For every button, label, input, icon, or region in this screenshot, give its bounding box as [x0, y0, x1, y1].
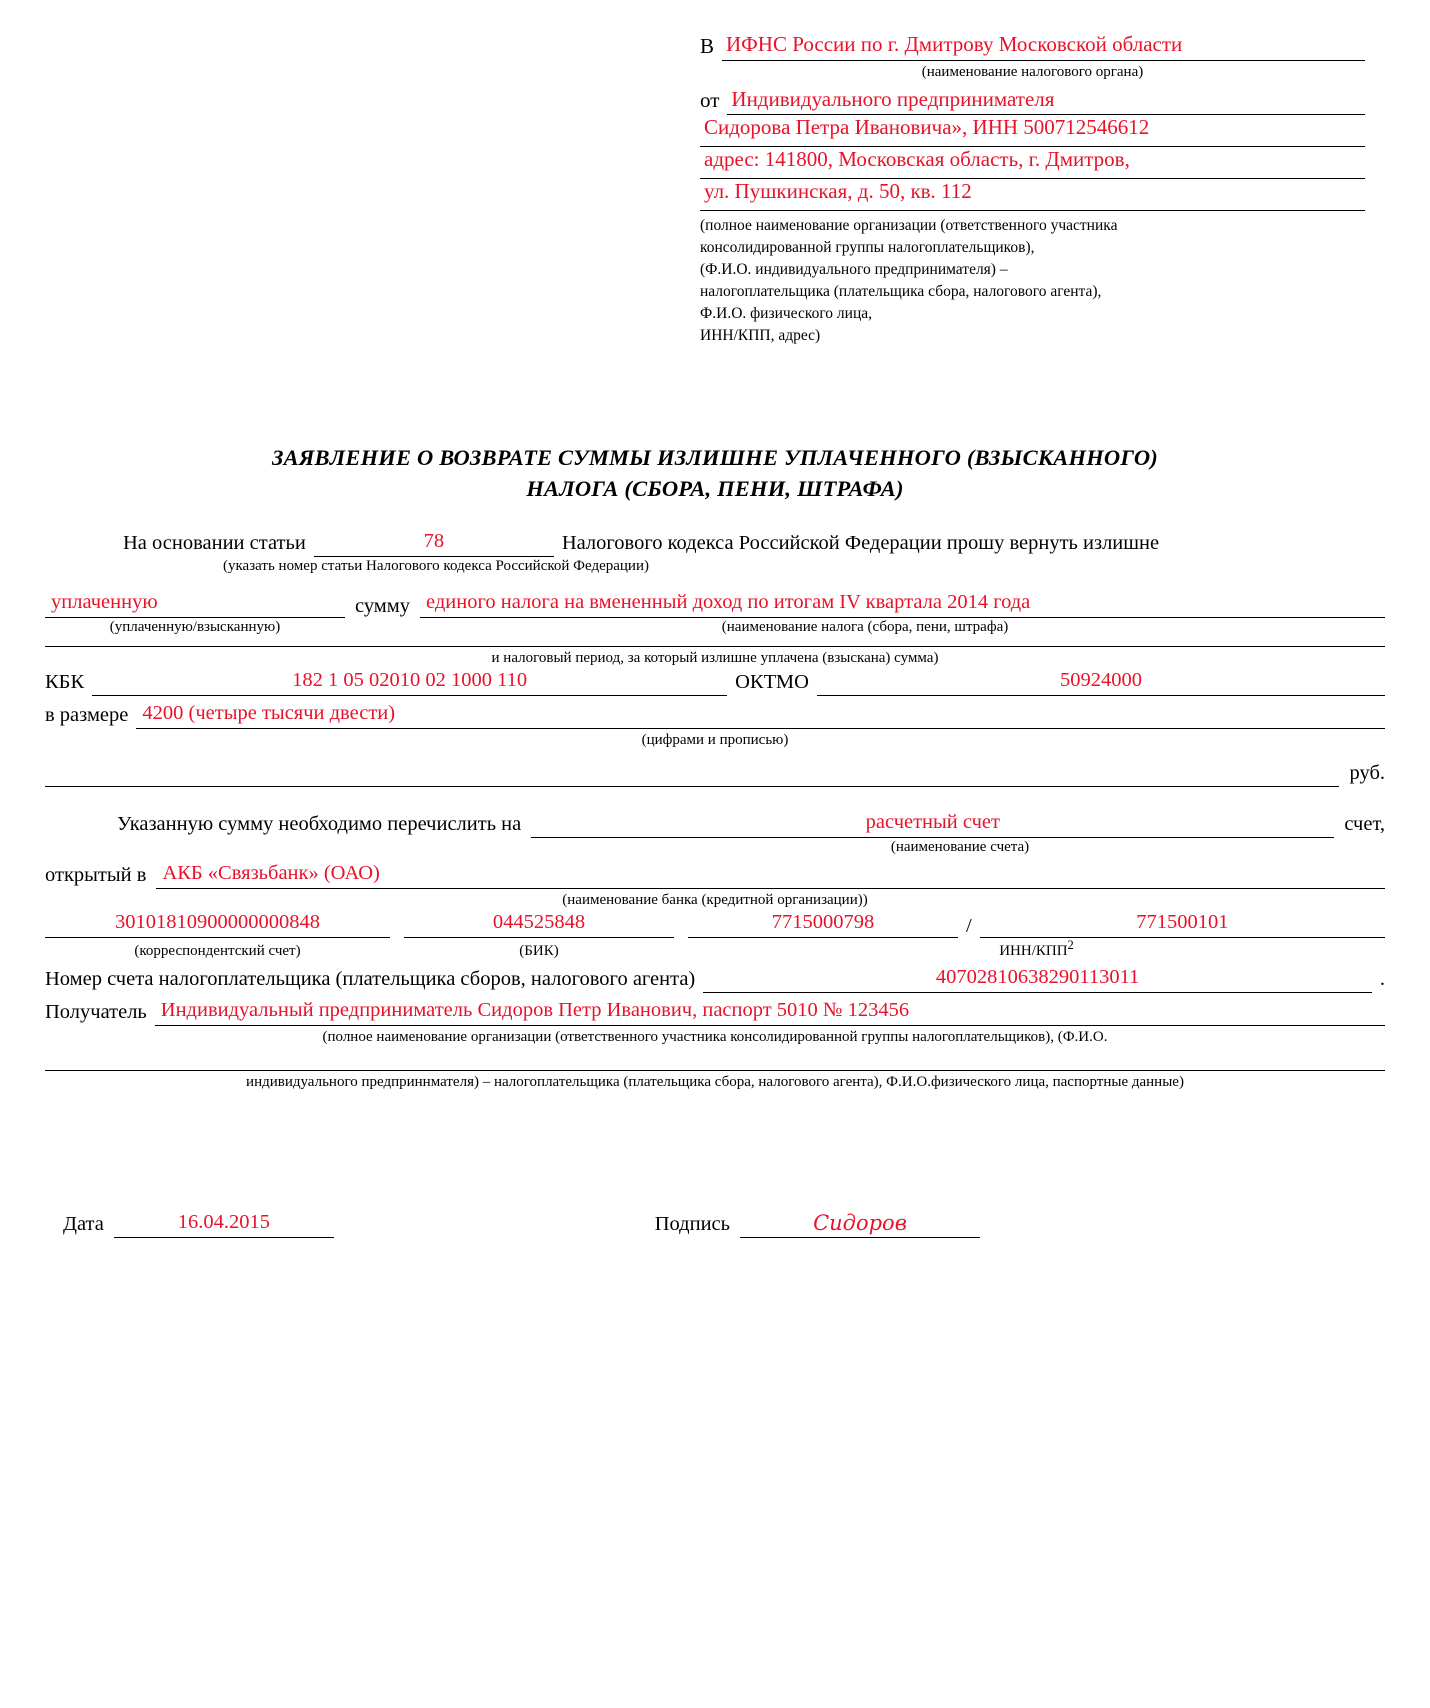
bank-field[interactable]: АКБ «Связьбанк» (ОАО) — [156, 862, 1385, 889]
recipient-row — [45, 999, 1385, 1026]
recipient-caption-2: индивидуального предприннмателя) – налогоплательщика (плательщика сбора, налогового агента), Ф.И.О.физического лица, паспортные данные) — [246, 1073, 1184, 1090]
amount-label: в размере — [45, 703, 129, 726]
bank-details-row — [45, 911, 1385, 938]
bank-details-captions-row — [45, 938, 1385, 960]
applicant-note — [700, 211, 1365, 347]
taxpayer-account-label: Номер счета налогоплательщика (плательщика сборов, налогового агента) — [45, 967, 696, 990]
account-kind-caption-row — [45, 838, 1385, 856]
inn-kpp-footnote-marker: 2 — [1067, 937, 1074, 952]
period-rule — [45, 646, 1385, 647]
paid-captions-row — [45, 618, 1385, 636]
kbk-oktmo-row — [45, 669, 1385, 696]
bank-caption: (наименование банка (кредитной организации)) — [562, 891, 868, 908]
account-kind-caption: (наименование счета) — [890, 838, 1030, 855]
applicant-note-line-2: консолидированной группы налогоплательщиков), — [700, 239, 1035, 257]
recipient-rule — [45, 1070, 1385, 1071]
tax-name-field[interactable]: единого налога на вмененный доход по итогам IV квартала 2014 года — [420, 591, 1385, 618]
signature-label: Подпись — [654, 1212, 730, 1235]
corr-account-field[interactable]: 30101810900000000848 — [45, 911, 390, 938]
kpp-field[interactable]: 771500101 — [980, 911, 1385, 938]
applicant-line-3[interactable]: адрес: 141800, Московская область, г. Дмитров, — [700, 147, 1365, 179]
bik-field[interactable]: 044525848 — [404, 911, 674, 938]
sum-word: сумму — [355, 594, 411, 617]
tax-authority-caption: (наименование налогового органа) — [921, 63, 1144, 80]
applicant-line-2[interactable]: Сидорова Петра Ивановича», ИНН 500712546612 — [700, 115, 1365, 147]
addressee-block — [700, 0, 1365, 347]
paid-type-caption: (уплаченную/взысканную) — [109, 618, 281, 635]
document-title-line-1: ЗАЯВЛЕНИЕ О ВОЗВРАТЕ СУММЫ ИЗЛИШНЕ УПЛАЧЕННОГО (ВЗЫСКАННОГО) — [271, 445, 1159, 471]
to-label: В — [700, 33, 715, 58]
applicant-line-1[interactable]: Индивидуального предпринимателя — [727, 87, 1365, 116]
applicant-note-line-5: Ф.И.О. физического лица, — [700, 305, 872, 323]
signature-block — [45, 1211, 1385, 1238]
taxpayer-account-row — [45, 966, 1385, 993]
basis-row — [45, 530, 1385, 557]
bank-prefix: открытый в — [45, 863, 147, 886]
document-title-line-2: НАЛОГА (СБОРА, ПЕНИ, ШТРАФА) — [526, 475, 904, 501]
applicant-line-4[interactable]: ул. Пушкинская, д. 50, кв. 112 — [700, 179, 1365, 211]
amount-field[interactable]: 4200 (четыре тысячи двести) — [136, 702, 1385, 729]
applicant-note-line-1: (полное наименование организации (ответственного участника — [700, 217, 1118, 235]
document-title — [95, 443, 1335, 504]
basis-caption: (указать номер статьи Налогового кодекса Российской Федерации) — [223, 557, 649, 574]
inn-kpp-caption-text: ИНН/КПП — [999, 942, 1068, 959]
kbk-field[interactable]: 182 1 05 02010 02 1000 110 — [92, 669, 727, 696]
document-body — [45, 530, 1385, 1091]
taxpayer-account-dot: . — [1379, 967, 1385, 990]
rub-row — [45, 759, 1385, 787]
signature-field[interactable]: Сидоров — [740, 1211, 980, 1238]
inn-kpp-separator: / — [966, 914, 972, 937]
amount-row — [45, 702, 1385, 729]
tax-authority-value[interactable]: ИФНС России по г. Дмитрову Московской области — [722, 32, 1365, 61]
amount-caption: (цифрами и прописью) — [641, 731, 789, 748]
inn-field[interactable]: 7715000798 — [688, 911, 958, 938]
inn-kpp-caption — [688, 938, 1385, 960]
account-word: счет, — [1344, 812, 1385, 835]
tax-authority-row — [700, 32, 1365, 61]
recipient-label: Получатель — [45, 1000, 147, 1023]
corr-account-caption: (корреспондентский счет) — [134, 942, 301, 959]
date-field[interactable]: 16.04.2015 — [114, 1211, 334, 1238]
paid-type-field[interactable]: уплаченную — [45, 591, 345, 618]
transfer-row — [45, 811, 1385, 838]
rub-label: руб. — [1349, 761, 1385, 784]
oktmo-field[interactable]: 50924000 — [817, 669, 1385, 696]
applicant-row-1 — [700, 87, 1365, 116]
paid-type-row — [45, 591, 1385, 618]
recipient-caption-1: (полное наименование организации (ответственного участника консолидированной группы налогоплательщиков), (Ф.И.О. — [322, 1028, 1108, 1045]
tax-name-caption: (наименование налога (сбора, пени, штрафа) — [721, 618, 1009, 635]
applicant-note-line-4: налогоплательщика (плательщика сбора, налогового агента), — [700, 283, 1102, 301]
applicant-note-line-6: ИНН/КПП, адрес) — [700, 327, 821, 345]
basis-prefix: На основании статьи — [123, 531, 306, 554]
bik-caption: (БИК) — [519, 942, 559, 959]
kbk-label: КБК — [45, 670, 85, 693]
period-caption: и налоговый период, за который излишне уплачена (взыскана) сумма) — [491, 649, 939, 666]
article-number-field[interactable]: 78 — [314, 530, 554, 557]
bank-row — [45, 862, 1385, 889]
applicant-note-line-3: (Ф.И.О. индивидуального предпринимателя) – — [700, 261, 1008, 279]
transfer-prefix: Указанную сумму необходимо перечислить на — [117, 812, 522, 835]
oktmo-label: ОКТМО — [735, 670, 809, 693]
basis-suffix: Налогового кодекса Российской Федерации прошу вернуть излишне — [561, 531, 1160, 554]
from-label: от — [700, 88, 720, 113]
taxpayer-account-field[interactable]: 40702810638290113011 — [703, 966, 1372, 993]
date-label: Дата — [63, 1212, 104, 1235]
rub-rule — [45, 759, 1339, 787]
account-kind-field[interactable]: расчетный счет — [531, 811, 1334, 838]
recipient-field[interactable]: Индивидуальный предприниматель Сидоров Петр Иванович, паспорт 5010 № 123456 — [155, 999, 1385, 1026]
